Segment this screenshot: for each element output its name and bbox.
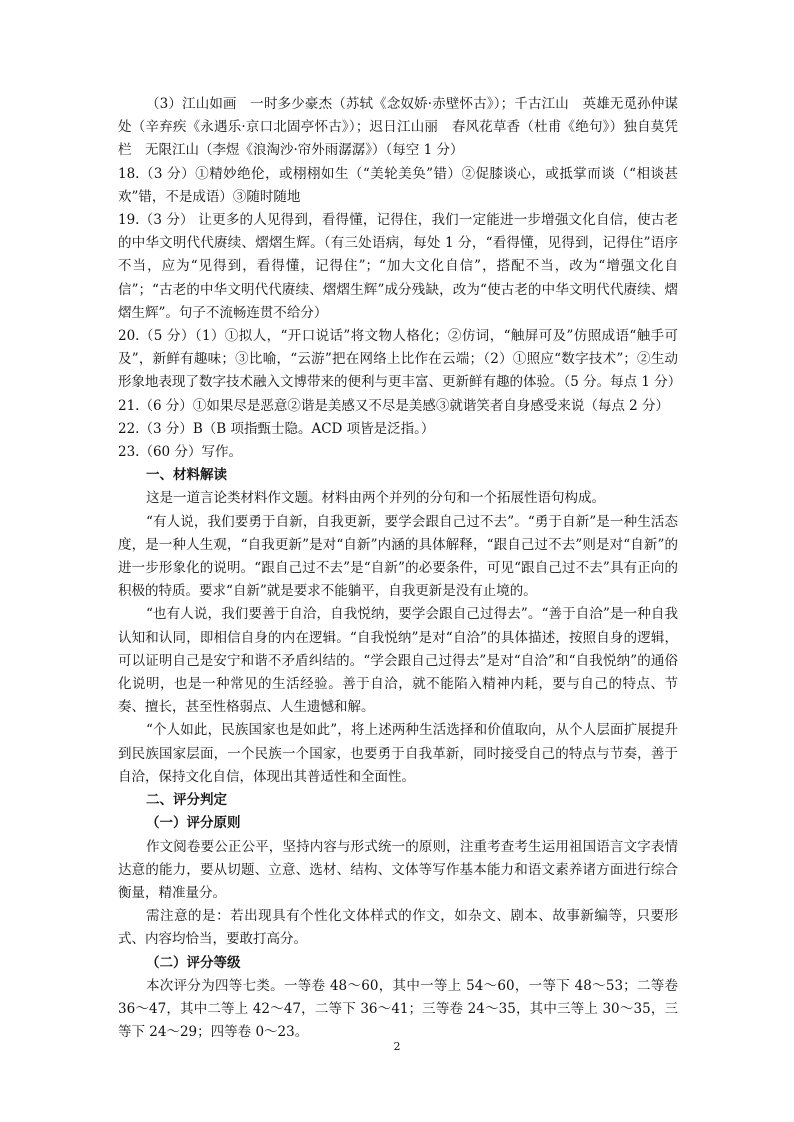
paragraph: 作文阅卷要公正公平，坚持内容与形式统一的原则，注重考查考生运用祖国语言文字表情达意的能力，要从切题、立意、选材、结构、文体等写作基本能力和语文素养诸方面进行综合衡量，精准量分。 <box>118 838 678 901</box>
subheading-grades: （二）评分等级 <box>146 954 241 971</box>
section-heading-material: 一、材料解读 <box>146 467 227 484</box>
paragraph: 需注意的是：若出现具有个性化文体样式的作文，如杂文、剧本、故事新编等，只要形式、内容均恰当，要敢打高分。 <box>118 908 678 948</box>
page-number: 2 <box>393 1040 401 1053</box>
paragraph: 本次评分为四等七类。一等卷 48～60，其中一等上 54～60，一等下 48～53；二等卷 36～47，其中二等上 42～47，二等下 36～41；三等卷 24～35，其中三等上 30～35，三等下 24～29；四等卷 0～23。 <box>118 977 678 1041</box>
answer-20: 20.（5 分）（1）①拟人，“开口说话”将文物人格化；②仿词，“触屏可及”仿照成语“触手可及”，新鲜有趣味；③比喻，“云游”把在网络上比作在云端；（2）①照应“数字技术”；②生动形象地表现了数字技术融入文博带来的便利与更丰富、更新鲜有趣的体验。（5 分。每点 1 分） <box>118 328 682 391</box>
paragraph: “有人说，我们要勇于自新，自我更新，要学会跟自己过不去”。“勇于自新”是一种生活态度，是一种人生观，“自我更新”是对“自新”内涵的具体解释，“跟自己过不去”则是对“自新”的进一步形象化的说明。“跟自己过不去”是“自新”的必要条件，可见“跟自己过不去”具有正向的积极的特质。要求“自新”就是要求不能躺平，自我更新是没有止境的。 <box>118 513 678 600</box>
subheading-principles: （一）评分原则 <box>146 815 241 832</box>
answer-22: 22.（3 分）B（B 项指甄士隐。ACD 项皆是泛指。） <box>118 420 435 437</box>
answer-19: 19.（3 分） 让更多的人见得到，看得懂，记得住，我们一定能进一步增强文化自信，使古老的中华文明代代赓续、熠熠生辉。（有三处语病，每处 1 分，“看得懂，见得到，记得住”语序不当，应为“见得到，看得懂，记得住”；“加大文化自信”，搭配不当，改为“增强文化自信”；“古老的中华文明代代赓续、熠熠生辉”成分残缺，改为“使古老的中华文明代代赓续、熠熠生辉”。句子不流畅连贯不给分） <box>118 212 678 321</box>
paragraph: 这是一道言论类材料作文题。材料由两个并列的分句和一个拓展性语句构成。 <box>146 490 605 507</box>
answer-23: 23.（60 分）写作。 <box>118 444 242 461</box>
paragraph: “个人如此，民族国家也是如此”，将上述两种生活选择和价值取向，从个人层面扩展提升到民族国家层面，一个民族一个国家，也要勇于自我革新，同时接受自己的特点与节奏，善于自洽，保持文化自信，体现出其普适性和全面性。 <box>118 722 678 785</box>
section-heading-scoring: 二、评分判定 <box>146 792 227 809</box>
answer-17-3: （3）江山如画 一时多少豪杰（苏轼《念奴娇·赤壁怀古》）；千古江山 英雄无觅孙仲谋处（辛弃疾《永遇乐·京口北固亭怀古》）；迟日江山丽 春风花草香（杜甫《绝句》）独自莫凭栏 无限江山（李煜《浪淘沙·帘外雨潺潺》）（每空 1 分） <box>118 96 678 159</box>
page-content <box>118 93 682 1044</box>
paragraph: “也有人说，我们要善于自洽，自我悦纳，要学会跟自己过得去”。“善于自洽”是一种自我认知和认同，即相信自身的内在逻辑。“自我悦纳”是对“自洽”的具体描述，按照自身的逻辑，可以证明自己是安宁和谐不矛盾纠结的。“学会跟自己过得去”是对“自洽”和“自我悦纳”的通俗化说明，也是一种常见的生活经验。善于自洽，就不能陷入精神内耗，要与自己的特点、节奏、擅长，甚至性格弱点、人生遗憾和解。 <box>118 606 678 716</box>
answer-21: 21.（6 分）①如果尽是恶意②谐是美感又不尽是美感③就谐笑者自身感受来说（每点 2 分） <box>118 397 670 414</box>
answer-18: 18.（3 分）①精妙绝伦，或栩栩如生（“美轮美奂”错）②促膝谈心，或抵掌而谈（“相谈甚欢”错，不是成语）③随时随地 <box>118 165 678 205</box>
